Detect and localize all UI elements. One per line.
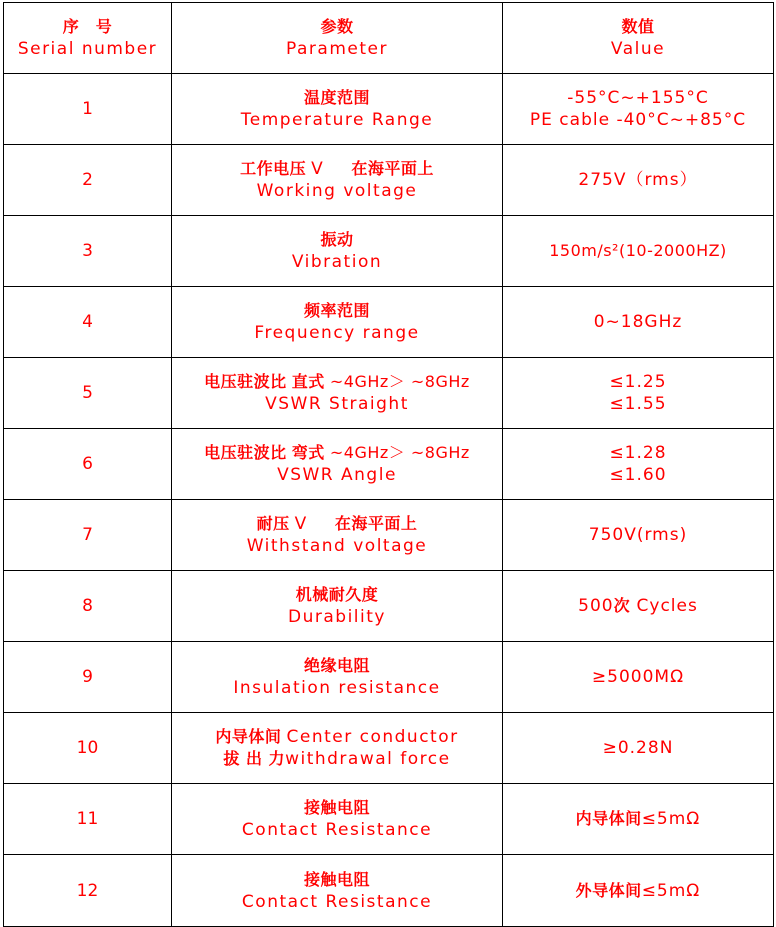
param-en: Vibration [291,252,383,272]
serial-cell: 6 [4,429,172,500]
value-line-1: 275V（rms） [578,170,698,190]
param-cell [172,358,503,429]
value-line-2: PE cable -40°C~+85°C [529,110,747,130]
table-row [4,358,774,429]
serial-cell: 8 [4,571,172,642]
param-cell [172,74,503,145]
value-cell [503,74,774,145]
param-en: Center conductor [286,727,459,747]
param-en: Frequency range [254,323,420,343]
param-en: Insulation resistance [233,678,441,698]
value-prefix-cn: 外导体间 [575,880,642,900]
param-cell [172,713,503,784]
param-en: VSWR Angle [277,465,397,485]
param-cell [172,784,503,855]
param-condition: 在海平面上 [334,514,418,533]
table-row [4,74,774,145]
table-row [4,713,774,784]
value-cell [503,500,774,571]
header-value-en: Value [610,39,666,59]
table-row [4,571,774,642]
header-param-cell [172,3,503,74]
param-cn: 绝缘电阻 [303,656,370,675]
value-unit-en: Cycles [636,596,698,616]
param-en: VSWR Straight [265,394,409,414]
param-type: 弯式 [291,443,325,462]
param-unit: V [311,159,325,179]
table-row [4,216,774,287]
param-cell [172,571,503,642]
header-param-en: Parameter [286,39,388,59]
param-cell [172,429,503,500]
param-en: Withstand voltage [246,536,428,556]
param-type: 直式 [291,372,325,391]
param-cn: 电压驻波比 [204,443,287,462]
param-en: Contact Resistance [241,820,433,840]
value-line-2: ≤1.60 [609,465,667,485]
param-frequency: ~4GHz＞ ~8GHz [329,372,470,391]
param-condition: 在海平面上 [351,159,434,178]
param-en: Contact Resistance [241,891,433,912]
value-cell [503,145,774,216]
param-cn: 接触电阻 [303,798,370,817]
value-cell [503,642,774,713]
value-prefix-cn: 内导体间 [575,809,642,828]
param-cell [172,855,503,927]
serial-cell: 5 [4,358,172,429]
value-cell [503,713,774,784]
value-line-1: ≤1.28 [609,443,667,463]
param-unit: V [294,514,308,534]
value-cell [503,571,774,642]
serial-cell: 3 [4,216,172,287]
header-value-cn: 数值 [621,17,655,36]
param-cn: 接触电阻 [303,869,370,889]
param-cell [172,287,503,358]
value-line-1: ≤5mΩ [641,809,701,829]
param-en: Temperature Range [240,110,434,130]
header-serial-en: Serial number [17,39,158,59]
value-line-1: 750V(rms) [588,525,688,545]
param-cn: 工作电压 [240,159,307,178]
param-cn: 耐压 [256,514,290,533]
table-row [4,642,774,713]
table-row [4,429,774,500]
value-line-1: ≤1.25 [609,372,667,392]
serial-cell: 10 [4,713,172,784]
table-row [4,287,774,358]
param-cell [172,500,503,571]
param-cn: 频率范围 [303,301,370,320]
serial-cell: 1 [4,74,172,145]
param-en: Durability [288,607,386,627]
param-cell [172,216,503,287]
header-serial-cell [4,3,172,74]
serial-cell: 9 [4,642,172,713]
value-cell [503,429,774,500]
header-param-cn: 参数 [320,17,354,36]
serial-cell: 12 [4,855,172,927]
value-cell [503,287,774,358]
value-cell [503,358,774,429]
table-header-row [4,3,774,74]
table-row [4,784,774,855]
param-cell [172,145,503,216]
value-line-1: ≤5mΩ [641,880,701,901]
value-unit-cn: 次 [613,596,631,615]
serial-cell: 11 [4,784,172,855]
value-line-1: ≥5000MΩ [591,667,685,687]
param-cn: 电压驻波比 [204,372,287,391]
param-cn: 振动 [320,230,354,249]
value-cell [503,855,774,927]
value-line-2: ≤1.55 [609,394,667,414]
value-number: 500 [578,596,614,616]
param-cn: 温度范围 [303,88,370,107]
header-serial-cn: 序 号 [62,17,113,36]
param-cn-2: 拔 出 力 [223,749,286,768]
value-line-1: ≥0.28N [602,738,674,758]
param-en-2: withdrawal force [285,749,451,769]
value-line-1: 150m/s²(10-2000HZ) [549,241,727,260]
param-cn: 内导体间 [215,727,282,746]
value-cell [503,784,774,855]
value-line-1: -55°C~+155°C [567,88,709,108]
table-row [4,855,774,927]
serial-cell: 4 [4,287,172,358]
value-line-1: 0~18GHz [593,312,683,332]
serial-cell: 7 [4,500,172,571]
value-cell [503,216,774,287]
param-cn: 机械耐久度 [295,585,379,604]
param-cell [172,642,503,713]
header-value-cell [503,3,774,74]
serial-cell: 2 [4,145,172,216]
table-row [4,145,774,216]
table-row [4,500,774,571]
param-en: Working voltage [256,181,418,201]
param-frequency: ~4GHz＞ ~8GHz [329,443,470,462]
spec-table [3,2,774,927]
